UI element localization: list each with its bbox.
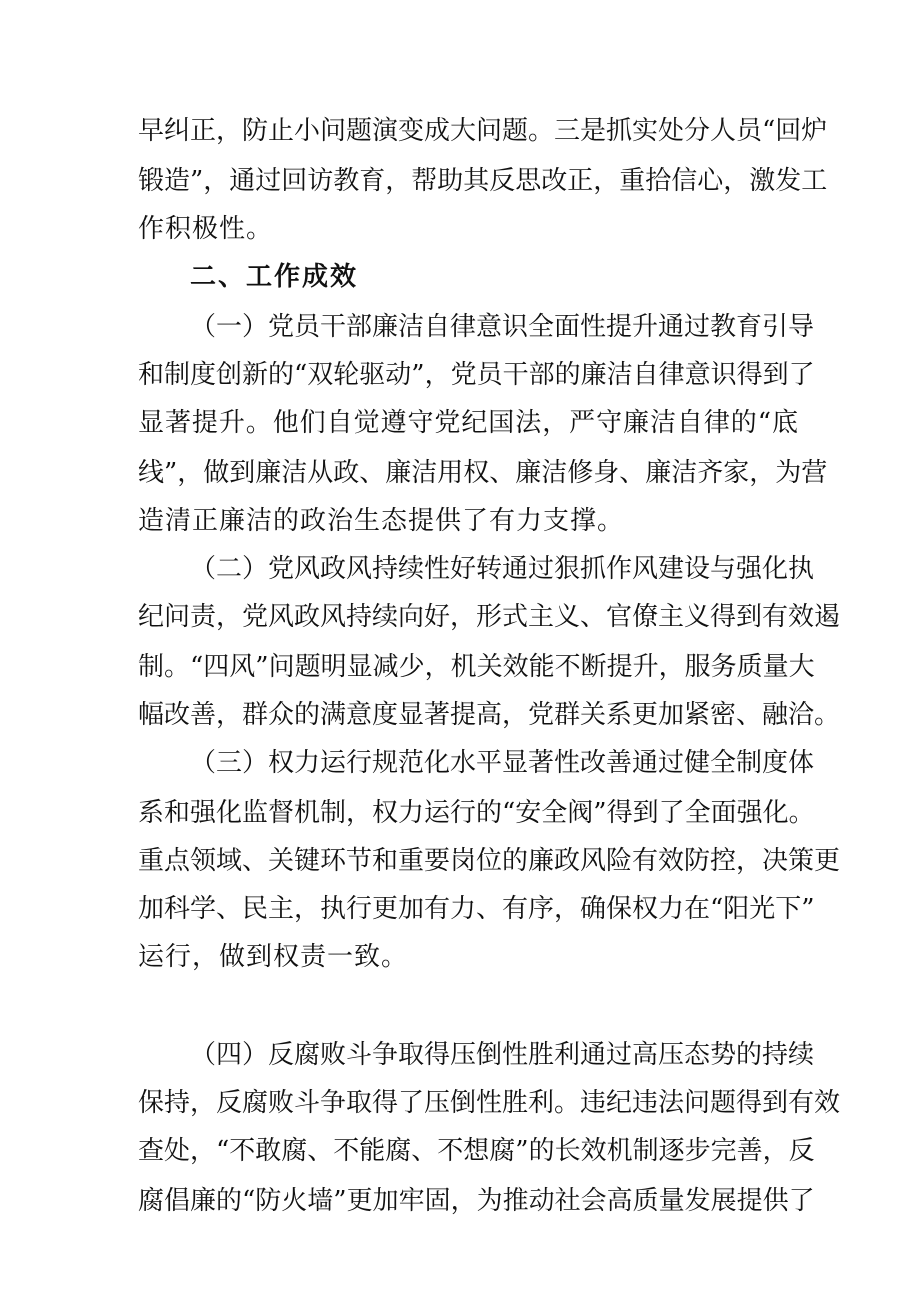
paragraph-line: 加科学、民主，执行更加有力、有序，确保权力在“阳光下”: [138, 894, 815, 924]
section-heading: 二、工作成效: [190, 262, 359, 292]
paragraph-line: 早纠正，防止小问题演变成大问题。三是抓实处分人员“回炉: [138, 116, 828, 146]
paragraph-line: （四）反腐败斗争取得压倒性胜利通过高压态势的持续: [190, 1040, 815, 1070]
paragraph-line: 纪问责，党风政风持续向好，形式主义、官僚主义得到有效遏: [138, 602, 841, 632]
paragraph-line: 保持，反腐败斗争取得了压倒性胜利。违纪违法问题得到有效: [138, 1088, 841, 1118]
paragraph-line: 作积极性。: [138, 214, 274, 244]
paragraph-line: 腐倡廉的“防火墙”更加牢固，为推动社会高质量发展提供了: [138, 1186, 815, 1216]
paragraph-line: （三）权力运行规范化水平显著性改善通过健全制度体: [190, 748, 815, 778]
paragraph-line: 制。“四风”问题明显减少，机关效能不断提升，服务质量大: [138, 652, 815, 682]
paragraph-line: 重点领域、关键环节和重要岗位的廉政风险有效防控，决策更: [138, 846, 841, 876]
paragraph-line: 线”，做到廉洁从政、廉洁用权、廉洁修身、廉洁齐家，为营: [138, 458, 828, 488]
paragraph-line: （二）党风政风持续性好转通过狠抓作风建设与强化执: [190, 554, 815, 584]
paragraph-line: 查处，“不敢腐、不能腐、不想腐”的长效机制逐步完善，反: [138, 1136, 815, 1166]
paragraph-line: 显著提升。他们自觉遵守党纪国法，严守廉洁自律的“底: [138, 408, 798, 438]
paragraph-line: 和制度创新的“双轮驱动”，党员干部的廉洁自律意识得到了: [138, 360, 815, 390]
paragraph-line: 运行，做到权责一致。: [138, 942, 409, 972]
paragraph-line: 造清正廉洁的政治生态提供了有力支撑。: [138, 506, 625, 536]
paragraph-line: 锻造”，通过回访教育，帮助其反思改正，重拾信心，激发工: [138, 166, 828, 196]
paragraph-line: 幅改善，群众的满意度显著提高，党群关系更加紧密、融洽。: [138, 700, 841, 730]
paragraph-line: （一）党员干部廉洁自律意识全面性提升通过教育引导: [190, 312, 815, 342]
paragraph-line: 系和强化监督机制，权力运行的“安全阀”得到了全面强化。: [138, 798, 815, 828]
